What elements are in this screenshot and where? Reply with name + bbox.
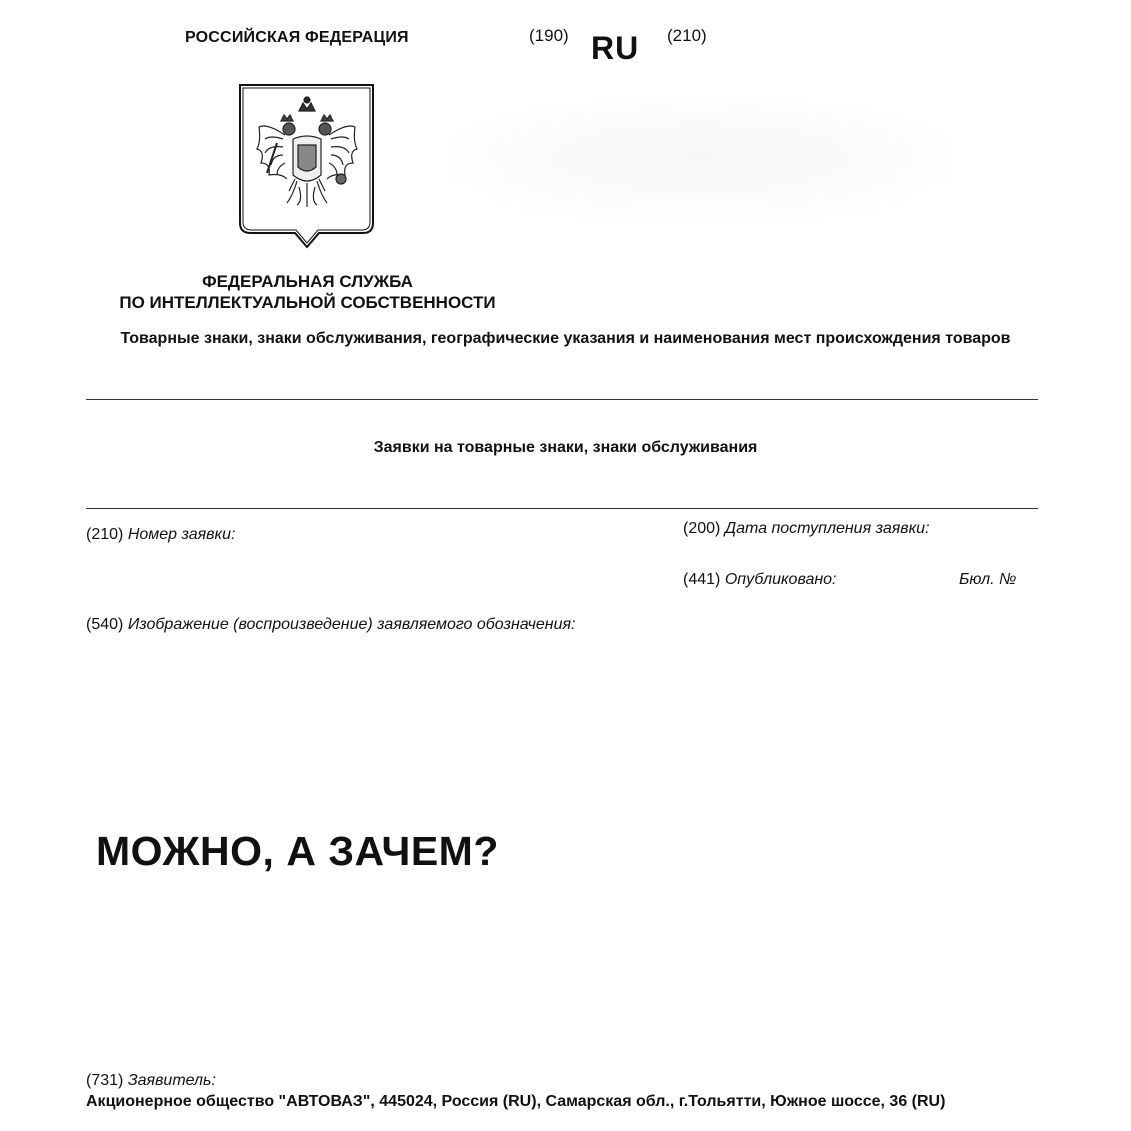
field-mark-image <box>86 616 575 634</box>
divider-top <box>86 399 1038 400</box>
bulletin-number: Бюл. № <box>959 571 1017 588</box>
field-label: Заявитель: <box>127 1072 216 1089</box>
field-published <box>683 571 836 589</box>
publication-category: Товарные знаки, знаки обслуживания, географические указания и наименования мест происхождения товаров <box>120 330 1011 347</box>
field-filing-date <box>683 520 930 538</box>
field-label: Изображение (воспроизведение) заявляемого обозначения: <box>127 616 576 633</box>
field-application-number <box>86 526 235 544</box>
field-code: (200) <box>683 520 721 537</box>
country-code: RU <box>591 30 640 66</box>
field-code: (731) <box>86 1072 124 1089</box>
field-code: (210) <box>86 526 124 543</box>
section-title: Заявки на товарные знаки, знаки обслуживания <box>373 439 758 456</box>
field-code: (441) <box>683 571 721 588</box>
field-label: Дата поступления заявки: <box>724 520 930 537</box>
applicant-details: Акционерное общество "АВТОВАЗ", 445024, Россия (RU), Самарская обл., г.Тольятти, Южное шоссе, 36 (RU) <box>86 1093 946 1110</box>
agency-name <box>100 271 515 313</box>
field-label: Опубликовано: <box>724 571 837 588</box>
field-label: Номер заявки: <box>127 526 236 543</box>
agency-line-1: ФЕДЕРАЛЬНАЯ СЛУЖБА <box>202 272 413 291</box>
field-code: (540) <box>86 616 124 633</box>
coat-of-arms-emblem <box>237 83 377 251</box>
inid-code-190: (190) <box>529 26 569 45</box>
field-applicant <box>86 1072 216 1090</box>
trademark-text: МОЖНО, А ЗАЧЕМ? <box>96 828 499 874</box>
obscured-area <box>455 100 945 215</box>
agency-line-2: ПО ИНТЕЛЛЕКТУАЛЬНОЙ СОБСТВЕННОСТИ <box>119 293 496 312</box>
country-name: РОССИЙСКАЯ ФЕДЕРАЦИЯ <box>185 29 409 46</box>
divider-bottom <box>86 508 1038 509</box>
inid-code-210-header: (210) <box>667 26 707 45</box>
